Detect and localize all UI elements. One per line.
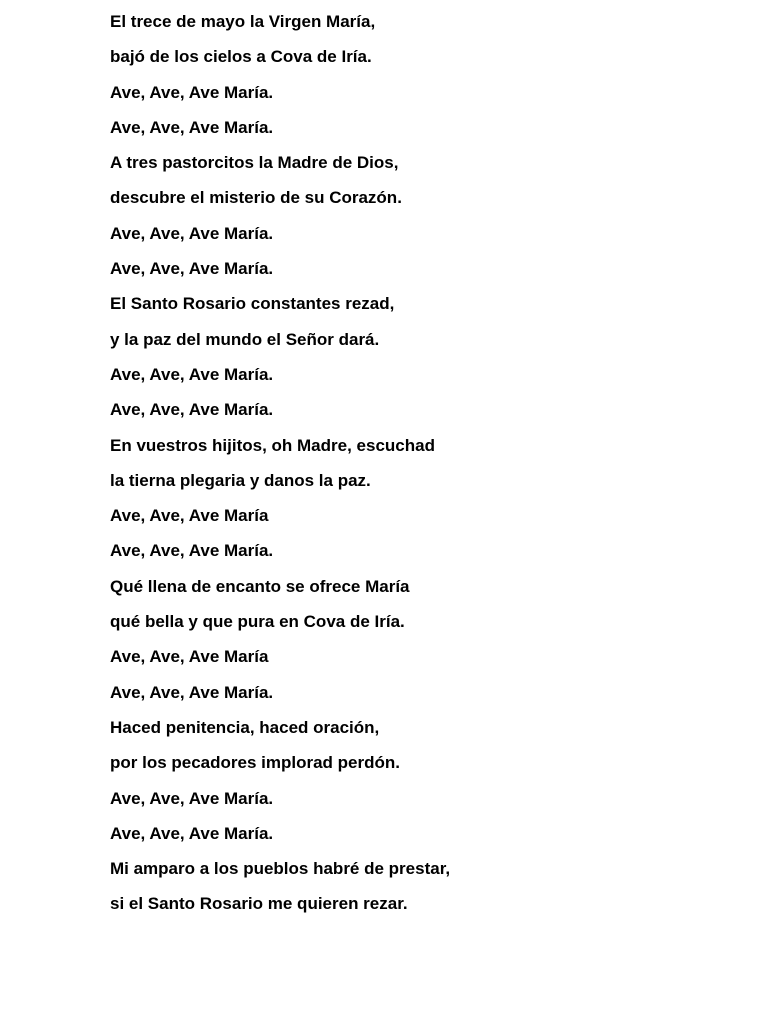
lyric-line: Ave, Ave, Ave María. <box>110 682 274 702</box>
lyric-line: Qué llena de encanto se ofrece María <box>110 576 410 596</box>
lyric-line: bajó de los cielos a Cova de Iría. <box>110 47 372 67</box>
lyric-line: la tierna plegaria y danos la paz. <box>110 470 371 490</box>
lyrics-text <box>110 9 450 927</box>
lyric-line: qué bella y que pura en Cova de Iría. <box>110 612 405 632</box>
lyric-line: descubre el misterio de su Corazón. <box>110 188 402 208</box>
lyric-line: por los pecadores implorad perdón. <box>110 753 400 773</box>
lyric-line: si el Santo Rosario me quieren rezar. <box>110 894 408 914</box>
lyric-line: En vuestros hijitos, oh Madre, escuchad <box>110 435 435 455</box>
lyric-line: A tres pastorcitos la Madre de Dios, <box>110 153 399 173</box>
lyric-line: Ave, Ave, Ave María. <box>110 364 274 384</box>
lyric-line: Ave, Ave, Ave María. <box>110 788 274 808</box>
lyric-line: Mi amparo a los pueblos habré de prestar, <box>110 859 451 879</box>
lyric-line: Haced penitencia, haced oración, <box>110 717 380 737</box>
lyric-line: Ave, Ave, Ave María. <box>110 400 274 420</box>
lyric-line: Ave, Ave, Ave María <box>110 647 269 667</box>
lyric-line: El Santo Rosario constantes rezad, <box>110 294 395 314</box>
lyric-line: y la paz del mundo el Señor dará. <box>110 329 380 349</box>
lyric-line: Ave, Ave, Ave María <box>110 506 269 526</box>
lyric-line: Ave, Ave, Ave María. <box>110 259 274 279</box>
lyric-line: Ave, Ave, Ave María. <box>110 82 274 102</box>
lyric-line: Ave, Ave, Ave María. <box>110 117 274 137</box>
lyric-line: El trece de mayo la Virgen María, <box>110 12 376 31</box>
lyric-line: Ave, Ave, Ave María. <box>110 823 274 843</box>
lyric-line: Ave, Ave, Ave María. <box>110 223 274 243</box>
lyric-line: Ave, Ave, Ave María. <box>110 541 274 561</box>
